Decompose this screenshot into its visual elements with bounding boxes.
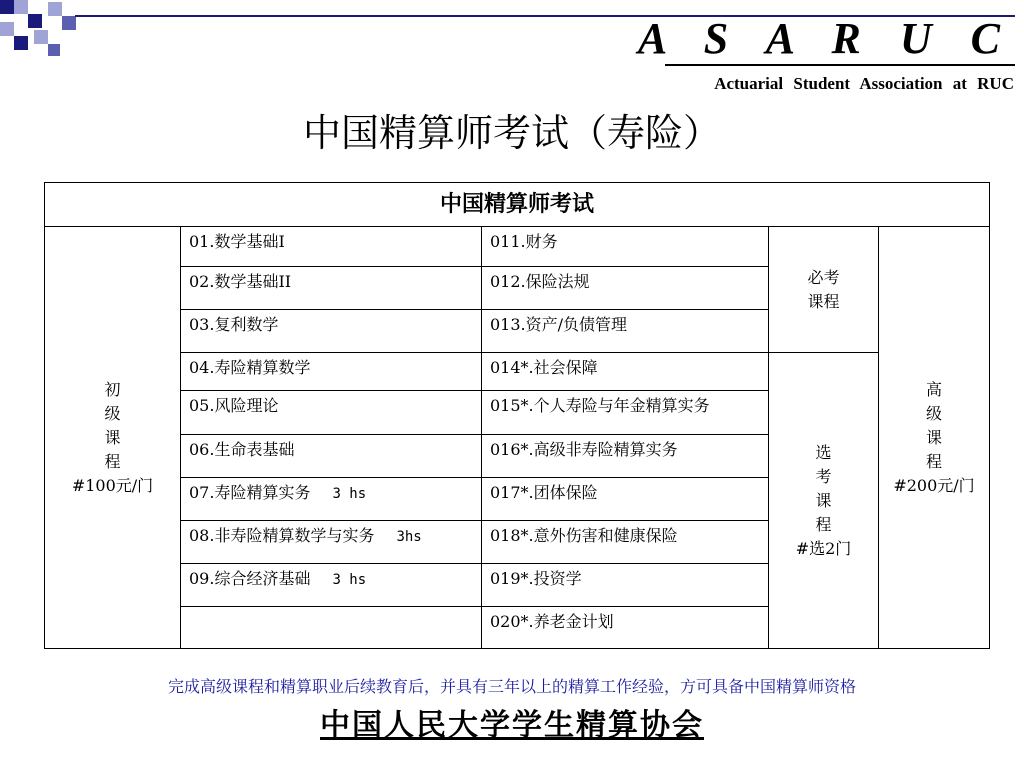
qualification-note: 完成高级课程和精算职业后续教育后，并具有三年以上的精算工作经验，方可具备中国精算师资格 [167, 677, 856, 696]
elective-courses-label: 选 考 课 程 #选2门 [769, 353, 879, 649]
course-label: 04.寿险精算数学 [189, 358, 311, 377]
brand-subtitle: Actuarial Student Association at RUC [714, 74, 1014, 93]
elementary-course [181, 267, 482, 310]
exam-table [44, 182, 990, 649]
exam-hours: 3 hs [332, 486, 367, 502]
advanced-course: 020*.养老金计划 [482, 607, 769, 649]
elementary-course [181, 521, 482, 564]
elementary-course [181, 435, 482, 478]
elementary-course [181, 353, 482, 391]
brand-logo: A S A R U C [637, 14, 1014, 63]
elementary-course [181, 478, 482, 521]
course-label: 05.风险理论 [189, 396, 279, 415]
elementary-course [181, 310, 482, 353]
course-label: 09.综合经济基础 [189, 569, 311, 588]
elementary-group-label: 初 级 课 程 #100元/门 [45, 227, 181, 649]
course-label: 03.复利数学 [189, 315, 279, 334]
course-label: 08.非寿险精算数学与实务 [189, 526, 375, 545]
table-row [45, 353, 990, 391]
exam-hours: 3hs [396, 529, 422, 545]
exam-hours: 3 hs [332, 572, 367, 588]
brand-underline [665, 64, 1015, 66]
advanced-course: 016*.高级非寿险精算实务 [482, 435, 769, 478]
table-row [45, 227, 990, 267]
advanced-course: 019*.投资学 [482, 564, 769, 607]
course-label: 01.数学基础I [189, 232, 285, 251]
organization-name: 中国人民大学学生精算协会 [320, 708, 704, 743]
required-courses-label: 必考 课程 [769, 227, 879, 353]
advanced-course: 017*.团体保险 [482, 478, 769, 521]
table-header: 中国精算师考试 [45, 183, 990, 227]
advanced-course: 013.资产/负债管理 [482, 310, 769, 353]
course-label: 06.生命表基础 [189, 440, 295, 459]
course-label: 02.数学基础II [189, 272, 292, 291]
elementary-course [181, 227, 482, 267]
course-label: 07.寿险精算实务 [189, 483, 311, 502]
elementary-course [181, 564, 482, 607]
advanced-course: 015*.个人寿险与年金精算实务 [482, 391, 769, 435]
advanced-course: 014*.社会保障 [482, 353, 769, 391]
page-title: 中国精算师考试（寿险） [302, 111, 721, 155]
elementary-course [181, 607, 482, 649]
elementary-course [181, 391, 482, 435]
advanced-course: 018*.意外伤害和健康保险 [482, 521, 769, 564]
advanced-group-label: 高 级 课 程 #200元/门 [879, 227, 990, 649]
advanced-course: 012.保险法规 [482, 267, 769, 310]
advanced-course: 011.财务 [482, 227, 769, 267]
